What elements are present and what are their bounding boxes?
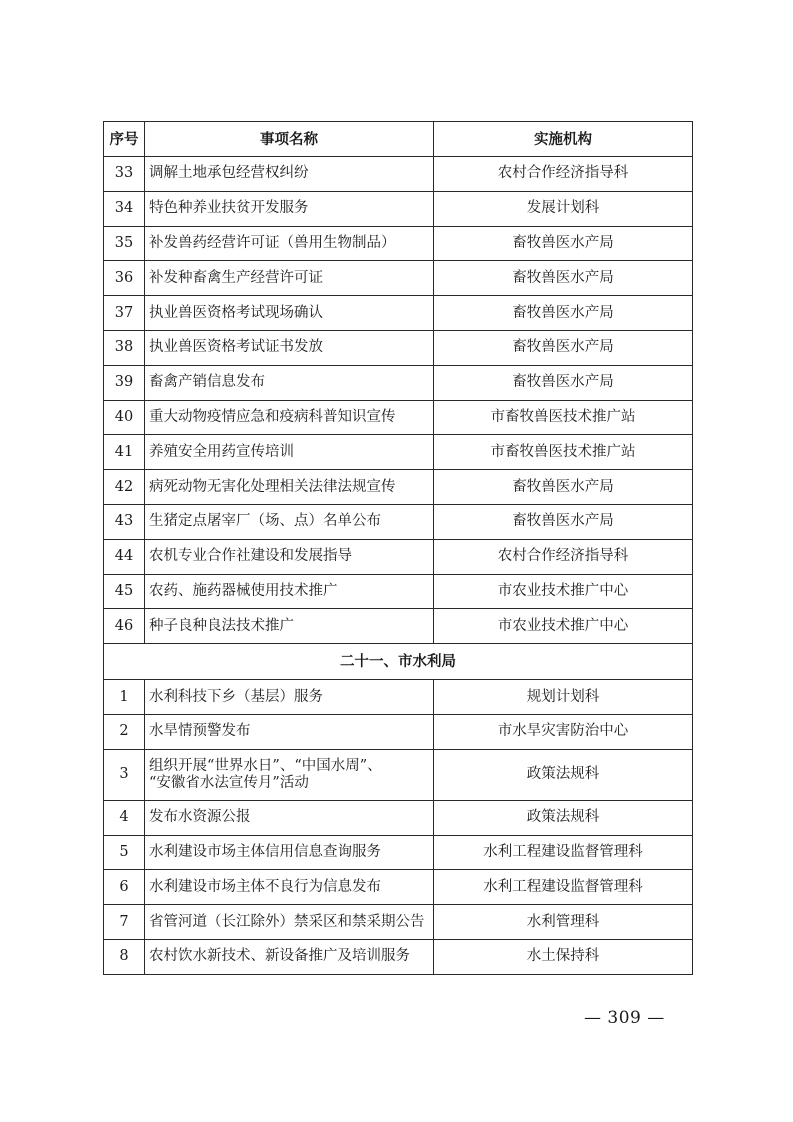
table-row: [104, 800, 693, 835]
table-row: [104, 714, 693, 749]
table-row: [104, 296, 693, 331]
row-name: 病死动物无害化处理相关法律法规宣传: [145, 470, 434, 505]
row-name: 农村饮水新技术、新设备推广及培训服务: [145, 939, 434, 974]
row-index: 5: [104, 835, 145, 870]
row-name: 重大动物疫情应急和疫病科普知识宣传: [145, 400, 434, 435]
row-index: 43: [104, 504, 145, 539]
table-row: [104, 226, 693, 261]
row-org: 水利管理科: [434, 905, 693, 940]
row-name-line-2: “安徽省水法宣传月”活动: [149, 774, 309, 791]
table-row: [104, 157, 693, 192]
row-index: 44: [104, 539, 145, 574]
row-name: 生猪定点屠宰厂（场、点）名单公布: [145, 504, 434, 539]
table-row: [104, 905, 693, 940]
row-name: 畜禽产销信息发布: [145, 365, 434, 400]
row-index: 7: [104, 905, 145, 940]
row-index: 46: [104, 609, 145, 644]
row-name: 农机专业合作社建设和发展指导: [145, 539, 434, 574]
row-index: 42: [104, 470, 145, 505]
row-org: 畜牧兽医水产局: [434, 504, 693, 539]
row-name: 水利建设市场主体不良行为信息发布: [145, 870, 434, 905]
row-index: 40: [104, 400, 145, 435]
row-index: 2: [104, 714, 145, 749]
table-row: [104, 504, 693, 539]
row-name: 水利科技下乡（基层）服务: [145, 680, 434, 715]
row-org: 市农业技术推广中心: [434, 609, 693, 644]
row-index: 38: [104, 330, 145, 365]
row-name: [145, 749, 434, 800]
row-index: 45: [104, 574, 145, 609]
row-index: 3: [104, 749, 145, 800]
row-org: 畜牧兽医水产局: [434, 226, 693, 261]
row-index: 8: [104, 939, 145, 974]
row-name: 省管河道（长江除外）禁采区和禁采期公告: [145, 905, 434, 940]
row-org: 畜牧兽医水产局: [434, 261, 693, 296]
row-index: 34: [104, 191, 145, 226]
row-org: 畜牧兽医水产局: [434, 365, 693, 400]
row-index: 4: [104, 800, 145, 835]
row-name: 补发兽药经营许可证（兽用生物制品）: [145, 226, 434, 261]
header-index: 序号: [104, 122, 145, 157]
row-org: 发展计划科: [434, 191, 693, 226]
row-org: 市畜牧兽医技术推广站: [434, 400, 693, 435]
row-org: 政策法规科: [434, 800, 693, 835]
section-header-row: [104, 644, 693, 680]
table-row: [104, 470, 693, 505]
table-row: [104, 191, 693, 226]
row-index: 39: [104, 365, 145, 400]
row-org: 畜牧兽医水产局: [434, 296, 693, 331]
table-row: [104, 680, 693, 715]
row-org: 畜牧兽医水产局: [434, 470, 693, 505]
row-org: 规划计划科: [434, 680, 693, 715]
row-org: 市农业技术推广中心: [434, 574, 693, 609]
table-row: [104, 330, 693, 365]
table-row: [104, 870, 693, 905]
row-org: 水利工程建设监督管理科: [434, 870, 693, 905]
row-name: 执业兽医资格考试现场确认: [145, 296, 434, 331]
row-org: 市水旱灾害防治中心: [434, 714, 693, 749]
table-row: [104, 539, 693, 574]
row-index: 36: [104, 261, 145, 296]
row-name: 水旱情预警发布: [145, 714, 434, 749]
table-row: [104, 939, 693, 974]
row-index: 1: [104, 680, 145, 715]
row-name: 补发种畜禽生产经营许可证: [145, 261, 434, 296]
table-row: [104, 365, 693, 400]
header-org: 实施机构: [434, 122, 693, 157]
row-name: 特色种养业扶贫开发服务: [145, 191, 434, 226]
row-name: 发布水资源公报: [145, 800, 434, 835]
row-index: 37: [104, 296, 145, 331]
row-name: 养殖安全用药宣传培训: [145, 435, 434, 470]
row-name-line-1: 组织开展“世界水日”、“中国水周”、: [149, 757, 382, 774]
table-row: [104, 574, 693, 609]
header-name: 事项名称: [145, 122, 434, 157]
table-row: [104, 435, 693, 470]
table-row: [104, 400, 693, 435]
row-org: 农村合作经济指导科: [434, 157, 693, 192]
section-title: 二十一、市水利局: [104, 644, 693, 680]
table-row: [104, 261, 693, 296]
service-items-table: [103, 121, 693, 975]
row-name: 执业兽医资格考试证书发放: [145, 330, 434, 365]
table-row: [104, 835, 693, 870]
row-name: 农药、施药器械使用技术推广: [145, 574, 434, 609]
table-row: [104, 749, 693, 800]
row-name: 水利建设市场主体信用信息查询服务: [145, 835, 434, 870]
row-org: 市畜牧兽医技术推广站: [434, 435, 693, 470]
row-org: 农村合作经济指导科: [434, 539, 693, 574]
row-org: 畜牧兽医水产局: [434, 330, 693, 365]
row-index: 35: [104, 226, 145, 261]
row-index: 41: [104, 435, 145, 470]
row-org: 水土保持科: [434, 939, 693, 974]
row-index: 33: [104, 157, 145, 192]
row-name: 种子良种良法技术推广: [145, 609, 434, 644]
row-name: 调解土地承包经营权纠纷: [145, 157, 434, 192]
row-org: 政策法规科: [434, 749, 693, 800]
page-number: — 309 —: [584, 1008, 665, 1028]
table-row: [104, 609, 693, 644]
row-org: 水利工程建设监督管理科: [434, 835, 693, 870]
table-header-row: [104, 122, 693, 157]
row-index: 6: [104, 870, 145, 905]
